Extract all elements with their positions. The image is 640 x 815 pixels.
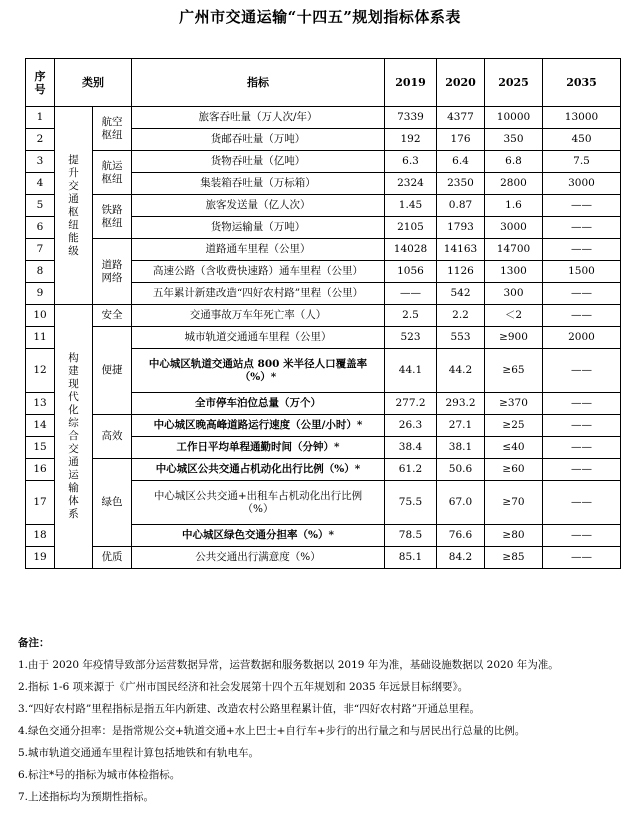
indicator-name-cell: 五年累计新建改造“四好农村路”里程（公里） (132, 283, 385, 305)
indicator-name-cell: 高速公路（含收费快速路）通车里程（公里） (132, 261, 385, 283)
indicator-name-cell: 旅客吞吐量（万人次/年） (132, 107, 385, 129)
value-2019-cell: 2105 (385, 217, 437, 239)
value-2025-cell: ≥25 (485, 415, 543, 437)
note-item: 3.“四好农村路”里程指标是指五年内新建、改造农村公路里程累计值，非“四好农村路”开通总里程。 (18, 703, 480, 715)
indicator-name-cell: 中心城区绿色交通分担率（%）* (132, 525, 385, 547)
value-2020-cell: 2350 (437, 173, 485, 195)
value-2019-cell: 277.2 (385, 393, 437, 415)
indicator-name-cell: 中心城区公共交通+出租车占机动化出行比例（%） (132, 481, 385, 525)
value-2019-cell: 1056 (385, 261, 437, 283)
indicator-name-cell: 货物吞吐量（亿吨） (132, 151, 385, 173)
indicator-name-cell: 全市停车泊位总量（万个） (132, 393, 385, 415)
value-2035-cell: 13000 (543, 107, 621, 129)
category-group-cell: 提升交通枢纽能级 (55, 107, 93, 305)
table-row (26, 239, 621, 261)
value-2025-cell: ≥80 (485, 525, 543, 547)
subcategory-cell: 安全 (93, 305, 132, 327)
header-indicator: 指标 (132, 59, 385, 107)
header-seq: 序号 (26, 59, 55, 107)
value-2020-cell: 2.2 (437, 305, 485, 327)
document-title: 广州市交通运输“十四五”规划指标体系表 (179, 8, 461, 26)
value-2020-cell: 14163 (437, 239, 485, 261)
indicator-name-cell: 交通事故万车年死亡率（人） (132, 305, 385, 327)
value-2035-cell: 450 (543, 129, 621, 151)
table-row (26, 459, 621, 481)
indicator-table (25, 58, 621, 569)
value-2020-cell: 27.1 (437, 415, 485, 437)
value-2025-cell: 14700 (485, 239, 543, 261)
value-2020-cell: 0.87 (437, 195, 485, 217)
value-2025-cell: 2800 (485, 173, 543, 195)
value-2020-cell: 76.6 (437, 525, 485, 547)
value-2019-cell: —— (385, 283, 437, 305)
value-2035-cell: —— (543, 217, 621, 239)
value-2035-cell: 1500 (543, 261, 621, 283)
value-2019-cell: 14028 (385, 239, 437, 261)
value-2025-cell: 300 (485, 283, 543, 305)
value-2025-cell: ≥900 (485, 327, 543, 349)
value-2035-cell: —— (543, 437, 621, 459)
value-2019-cell: 44.1 (385, 349, 437, 393)
value-2035-cell: —— (543, 459, 621, 481)
value-2025-cell: ＜2 (485, 305, 543, 327)
table-row (26, 151, 621, 173)
value-2025-cell: 350 (485, 129, 543, 151)
value-2019-cell: 6.3 (385, 151, 437, 173)
value-2020-cell: 67.0 (437, 481, 485, 525)
seq-cell: 7 (26, 239, 55, 261)
table-row (26, 327, 621, 349)
value-2035-cell: —— (543, 239, 621, 261)
value-2019-cell: 78.5 (385, 525, 437, 547)
value-2025-cell: ≤40 (485, 437, 543, 459)
header-2020: 2020 (437, 59, 485, 107)
value-2035-cell: —— (543, 525, 621, 547)
indicator-name-cell: 集装箱吞吐量（万标箱） (132, 173, 385, 195)
value-2035-cell: 7.5 (543, 151, 621, 173)
table-row (26, 195, 621, 217)
table-header-row (26, 59, 621, 107)
value-2019-cell: 61.2 (385, 459, 437, 481)
value-2025-cell: 1.6 (485, 195, 543, 217)
value-2019-cell: 1.45 (385, 195, 437, 217)
value-2019-cell: 75.5 (385, 481, 437, 525)
indicator-name-cell: 货邮吞吐量（万吨） (132, 129, 385, 151)
seq-cell: 19 (26, 547, 55, 569)
value-2020-cell: 542 (437, 283, 485, 305)
note-item: 2.指标 1-6 项来源于《广州市国民经济和社会发展第十四个五年规划和 2035 年远景目标纲要》。 (18, 681, 469, 693)
value-2019-cell: 2.5 (385, 305, 437, 327)
subcategory-cell: 便捷 (93, 327, 132, 415)
seq-cell: 13 (26, 393, 55, 415)
value-2020-cell: 553 (437, 327, 485, 349)
notes-heading: 备注： (18, 637, 50, 649)
seq-cell: 4 (26, 173, 55, 195)
seq-cell: 16 (26, 459, 55, 481)
note-item: 7.上述指标均为预期性指标。 (18, 791, 155, 803)
seq-cell: 9 (26, 283, 55, 305)
subcategory-cell: 高效 (93, 415, 132, 459)
value-2035-cell: —— (543, 283, 621, 305)
note-item: 4.绿色交通分担率：是指常规公交+轨道交通+水上巴士+自行车+步行的出行量之和与居民出行总量的比例。 (18, 725, 526, 737)
value-2035-cell: —— (543, 305, 621, 327)
seq-cell: 12 (26, 349, 55, 393)
value-2020-cell: 44.2 (437, 349, 485, 393)
indicator-name-cell: 工作日平均单程通勤时间（分钟）* (132, 437, 385, 459)
note-item: 1.由于 2020 年疫情导致部分运营数据异常，运营数据和服务数据以 2019 年为准，基础设施数据以 2020 年为准。 (18, 659, 559, 671)
value-2025-cell: ≥60 (485, 459, 543, 481)
seq-cell: 6 (26, 217, 55, 239)
subcategory-cell: 绿色 (93, 459, 132, 547)
note-item: 6.标注*号的指标为城市体检指标。 (18, 769, 181, 781)
note-item: 5.城市轨道交通通车里程计算包括地铁和有轨电车。 (18, 747, 260, 759)
header-2035: 2035 (543, 59, 621, 107)
seq-cell: 14 (26, 415, 55, 437)
subcategory-cell: 铁路枢纽 (93, 195, 132, 239)
seq-cell: 11 (26, 327, 55, 349)
value-2019-cell: 26.3 (385, 415, 437, 437)
header-2025: 2025 (485, 59, 543, 107)
value-2025-cell: ≥85 (485, 547, 543, 569)
value-2025-cell: ≥370 (485, 393, 543, 415)
value-2035-cell: —— (543, 481, 621, 525)
value-2025-cell: 6.8 (485, 151, 543, 173)
value-2020-cell: 293.2 (437, 393, 485, 415)
subcategory-cell: 优质 (93, 547, 132, 569)
seq-cell: 2 (26, 129, 55, 151)
value-2025-cell: 1300 (485, 261, 543, 283)
value-2019-cell: 7339 (385, 107, 437, 129)
value-2035-cell: —— (543, 547, 621, 569)
seq-cell: 17 (26, 481, 55, 525)
value-2035-cell: —— (543, 195, 621, 217)
value-2020-cell: 84.2 (437, 547, 485, 569)
subcategory-cell: 航运枢纽 (93, 151, 132, 195)
seq-cell: 5 (26, 195, 55, 217)
value-2020-cell: 50.6 (437, 459, 485, 481)
seq-cell: 1 (26, 107, 55, 129)
header-category: 类别 (55, 59, 132, 107)
category-group-cell: 构建现代化综合交通运输体系 (55, 305, 93, 569)
value-2019-cell: 85.1 (385, 547, 437, 569)
value-2025-cell: 3000 (485, 217, 543, 239)
value-2025-cell: ≥70 (485, 481, 543, 525)
seq-cell: 8 (26, 261, 55, 283)
table-row (26, 415, 621, 437)
seq-cell: 15 (26, 437, 55, 459)
subcategory-cell: 道路网络 (93, 239, 132, 305)
table-row (26, 305, 621, 327)
value-2025-cell: 10000 (485, 107, 543, 129)
value-2019-cell: 2324 (385, 173, 437, 195)
indicator-name-cell: 公共交通出行满意度（%） (132, 547, 385, 569)
value-2019-cell: 38.4 (385, 437, 437, 459)
value-2035-cell: —— (543, 393, 621, 415)
value-2035-cell: —— (543, 349, 621, 393)
indicator-name-cell: 道路通车里程（公里） (132, 239, 385, 261)
value-2035-cell: —— (543, 415, 621, 437)
header-2019: 2019 (385, 59, 437, 107)
subcategory-cell: 航空枢纽 (93, 107, 132, 151)
notes-section (18, 632, 633, 808)
table-row (26, 547, 621, 569)
value-2020-cell: 1126 (437, 261, 485, 283)
value-2020-cell: 4377 (437, 107, 485, 129)
value-2020-cell: 38.1 (437, 437, 485, 459)
value-2035-cell: 2000 (543, 327, 621, 349)
value-2035-cell: 3000 (543, 173, 621, 195)
value-2025-cell: ≥65 (485, 349, 543, 393)
seq-cell: 10 (26, 305, 55, 327)
indicator-name-cell: 中心城区轨道交通站点 800 米半径人口覆盖率（%）* (132, 349, 385, 393)
value-2019-cell: 523 (385, 327, 437, 349)
value-2020-cell: 6.4 (437, 151, 485, 173)
indicator-name-cell: 城市轨道交通通车里程（公里） (132, 327, 385, 349)
indicator-name-cell: 货物运输量（万吨） (132, 217, 385, 239)
seq-cell: 3 (26, 151, 55, 173)
indicator-name-cell: 中心城区公共交通占机动化出行比例（%）* (132, 459, 385, 481)
table-row (26, 107, 621, 129)
indicator-name-cell: 中心城区晚高峰道路运行速度（公里/小时）* (132, 415, 385, 437)
value-2020-cell: 1793 (437, 217, 485, 239)
seq-cell: 18 (26, 525, 55, 547)
indicator-name-cell: 旅客发送量（亿人次） (132, 195, 385, 217)
value-2020-cell: 176 (437, 129, 485, 151)
value-2019-cell: 192 (385, 129, 437, 151)
